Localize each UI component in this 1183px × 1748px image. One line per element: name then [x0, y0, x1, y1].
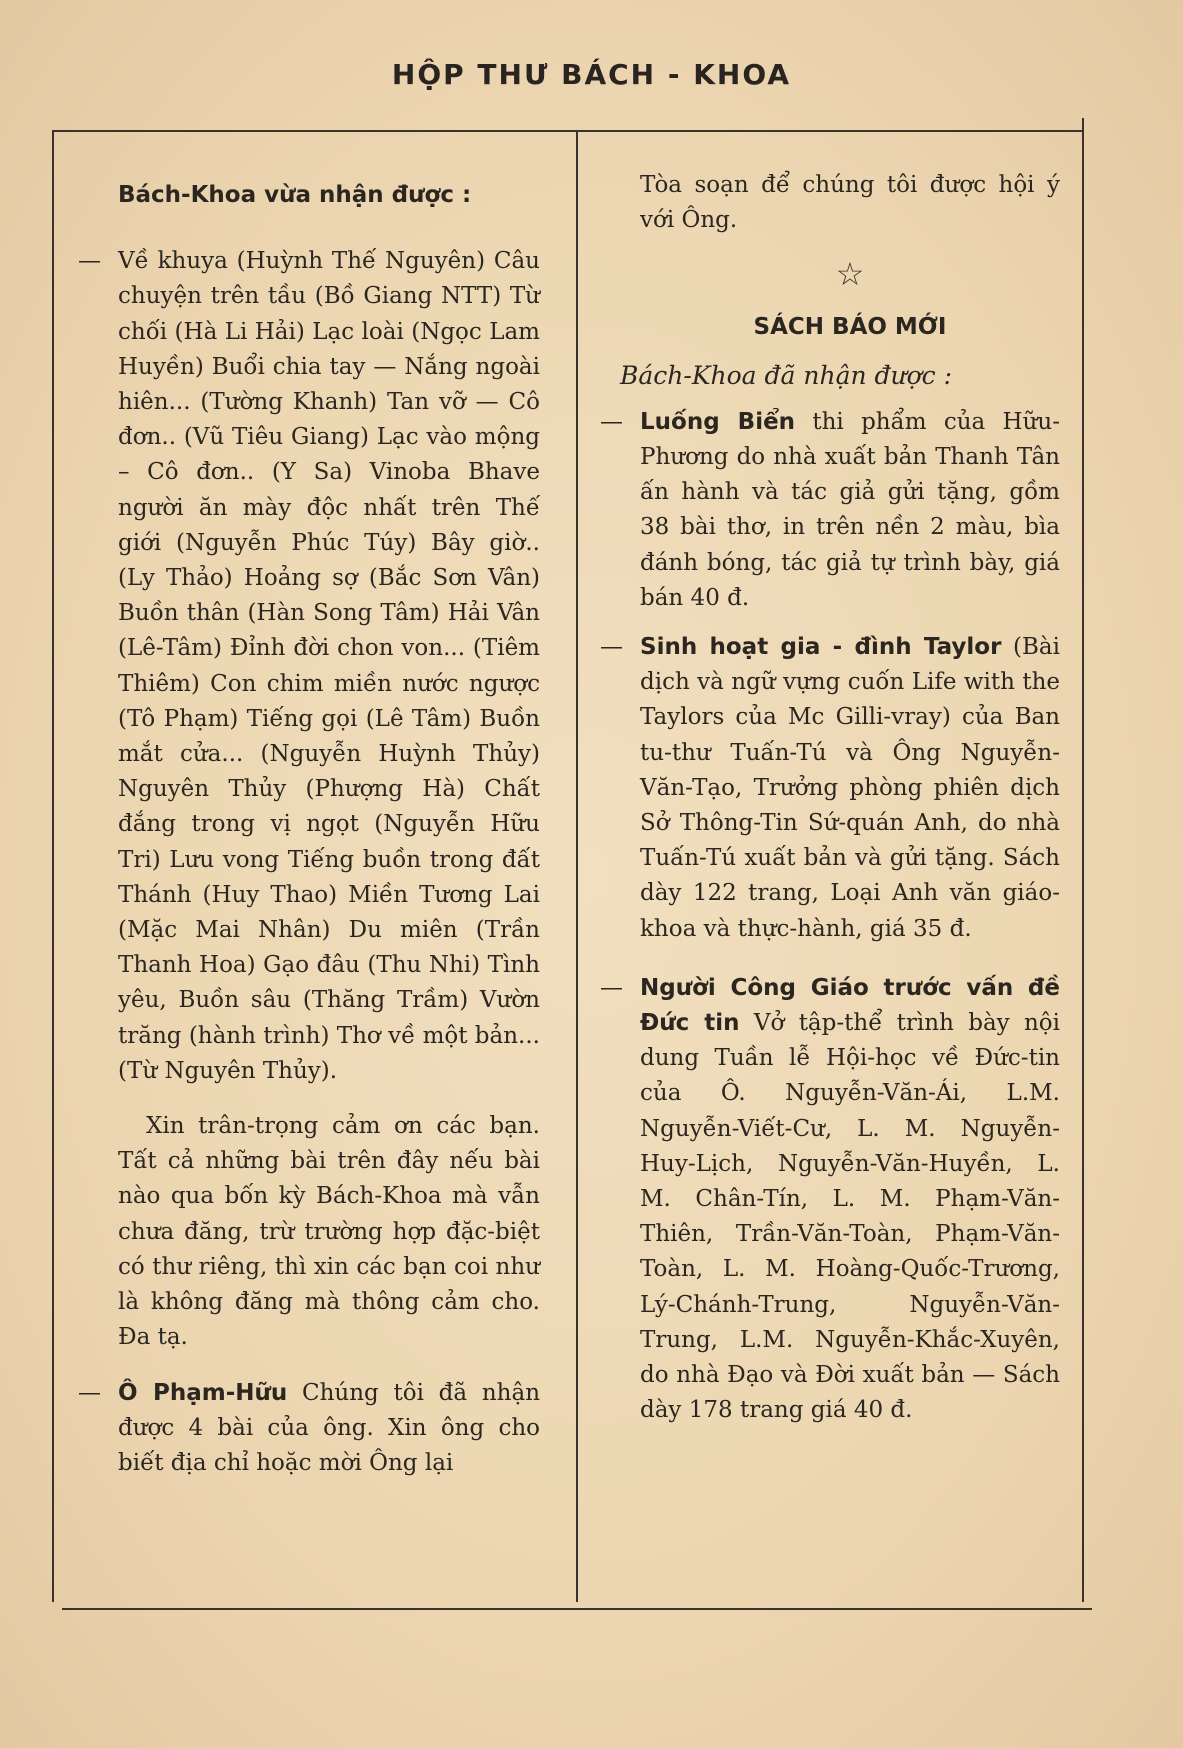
entry-dash: —	[78, 1379, 101, 1406]
thanks-paragraph	[118, 1109, 540, 1355]
left-border	[52, 132, 54, 1602]
section-title: SÁCH BÁO MỚI	[753, 314, 947, 341]
reply-recipient: Ô Phạm-Hữu	[118, 1379, 288, 1406]
right-border	[1082, 118, 1084, 1602]
book-title: Luống Biển	[640, 408, 796, 435]
page-header: HỘP THƯ BÁCH - KHOA	[391, 58, 792, 91]
bottom-rule	[62, 1608, 1092, 1610]
column-divider	[576, 132, 578, 1602]
reply-entry	[78, 1376, 541, 1482]
entry-dash: —	[600, 634, 623, 661]
book-title: Người Công Giáo trước vấn đề Đức tin	[640, 974, 1060, 1037]
continued-text: Tòa soạn để chúng tôi được hội ý với Ông.	[640, 172, 1060, 234]
book-description: thi phẩm của Hữu-Phương do nhà xuất bản Thanh Tân ấn hành và tác giả gửi tặng, gồm 38 bài thơ, in trên nền 2 màu, bìa đánh bóng, tác giả tự trình bày, giá bán 40 đ.	[640, 408, 1060, 611]
top-rule	[52, 130, 1084, 132]
received-list-text: Về khuya (Huỳnh Thế Nguyên) Câu chuyện trên tầu (Bồ Giang NTT) Từ chối (Hà Li Hải) Lạc loài (Ngọc Lam Huyền) Buổi chia tay — Nắng ngoài hiên... (Tường Khanh) Tan vỡ — Cô đơn.. (Vũ Tiêu Giang) Lạc vào mộng – Cô đơn.. (Y Sa) Vinoba Bhave người ăn mày độc nhất trên Thế giới (Nguyễn Phúc Túy) Bây giờ.. (Ly Thảo) Hoảng sợ (Bắc Sơn Vân) Buồn thân (Hàn Song Tâm) Hải Vân (Lê-Tâm) Đỉnh đời chon von... (Tiêm Thiêm) Con chim miền nước ngược (Tô Phạm) Tiếng gọi (Lê Tâm) Buồn mắt cửa... (Nguyễn Huỳnh Thủy) Nguyên Thủy (Phượng Hà) Chất đắng trong vị ngọt (Nguyễn Hữu Tri) Lưu vong Tiếng buồn trong đất Thánh (Huy Thao) Miền Tương Lai (Mặc Mai Nhân) Du miên (Trần Thanh Hoa) Gạo đâu (Thu Nhi) Tình yêu, Buồn sâu (Thăng Trầm) Vườn trăng (hành trình) Thơ về một bản... (Từ Nguyên Thủy).	[118, 248, 540, 1084]
book-entry	[600, 971, 1061, 1429]
right-column	[600, 168, 1061, 1429]
received-list	[78, 244, 540, 1089]
book-title: Sinh hoạt gia - đình Taylor	[640, 634, 1002, 661]
book-entry	[600, 405, 1060, 616]
star-outline-icon: ☆	[835, 255, 865, 294]
received-heading: Bách-Khoa vừa nhận được :	[118, 182, 472, 208]
left-column	[78, 178, 541, 1481]
book-entry	[600, 630, 1060, 947]
new-books-subheading: Bách-Khoa đã nhận được :	[620, 360, 953, 390]
entry-dash: —	[600, 408, 623, 435]
entry-dash: —	[78, 248, 101, 275]
book-description: Vở tập-thể trình bày nội dung Tuần lễ Hội-học về Đức-tin của Ô. Nguyễn-Văn-Ái, L.M. Nguyễn-Viết-Cư, L. M. Nguyễn-Huy-Lịch, Nguyễn-Văn-Huyền, L. M. Chân-Tín, L. M. Phạm-Văn-Thiên, Trần-Văn-Toàn, Phạm-Văn-Toàn, L. M. Hoàng-Quốc-Trương, Lý-Chánh-Trung, Nguyễn-Văn-Trung, L.M. Nguyễn-Khắc-Xuyên, do nhà Đạo và Đời xuất bản — Sách dày 178 trang giá 40 đ.	[640, 1010, 1061, 1424]
thanks-text: Xin trân-trọng cảm ơn các bạn. Tất cả những bài trên đây nếu bài nào qua bốn kỳ Bách-Khoa mà vẫn chưa đăng, trừ trường hợp đặc-biệt có thư riêng, thì xin các bạn coi như là không đăng mà thông cảm cho. Đa tạ.	[118, 1113, 540, 1351]
book-description: (Bài dịch và ngữ vựng cuốn Life with the Taylors của Mc Gilli-vray) của Ban tu-thư Tuấn-Tú và Ông Nguyễn-Văn-Tạo, Trưởng phòng phiên dịch Sở Thông-Tin Sứ-quán Anh, do nhà Tuấn-Tú xuất bản và gửi tặng. Sách dày 122 trang, Loại Anh văn giáo-khoa và thực-hành, giá 35 đ.	[640, 634, 1060, 942]
reply-text: Chúng tôi đã nhận được 4 bài của ông. Xin ông cho biết địa chỉ hoặc mời Ông lại	[118, 1379, 541, 1476]
entry-dash: —	[600, 974, 623, 1001]
